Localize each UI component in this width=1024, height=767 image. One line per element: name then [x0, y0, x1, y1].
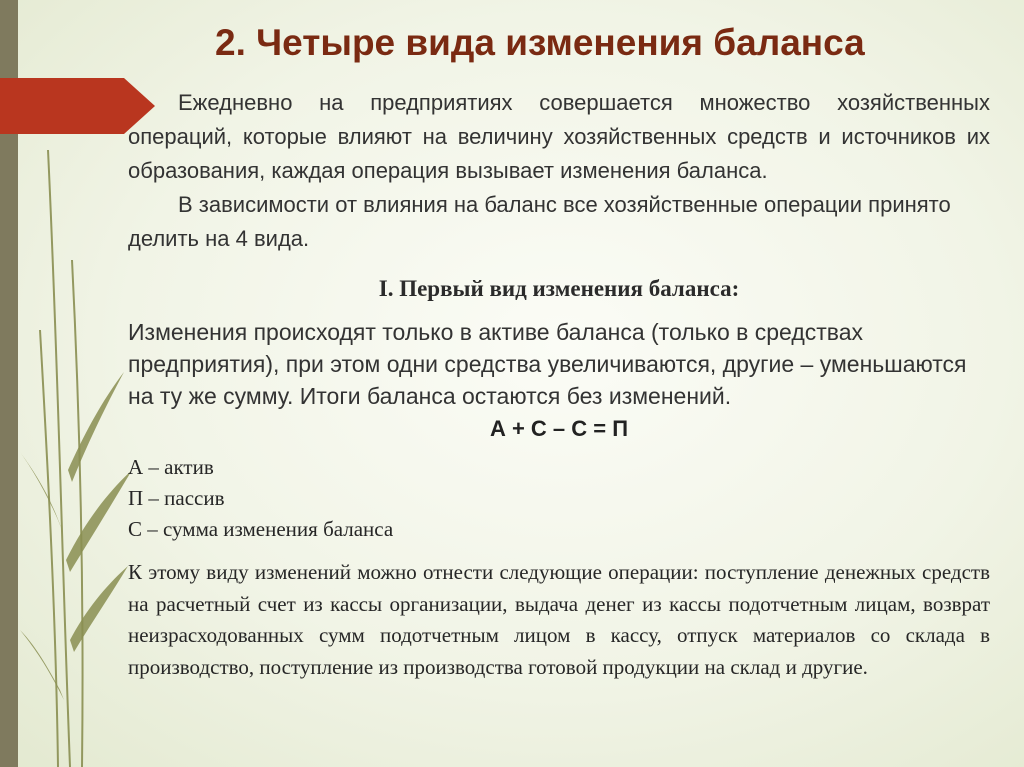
intro-paragraph-2: В зависимости от влияния на баланс все хозяйственные операции принято делить на 4 вида. — [128, 192, 951, 251]
slide-title: 2. Четыре вида изменения баланса — [215, 22, 865, 63]
formula-legend — [128, 452, 990, 545]
legend-item-liabilities: П – пассив — [128, 486, 225, 510]
intro-paragraph-1: Ежедневно на предприятиях совершается множество хозяйственных операций, которые влияют на величину хозяйственных средств и источников их образования, каждая операция вызывает изменения баланса. — [128, 90, 990, 183]
section-heading: I. Первый вид изменения баланса: — [378, 276, 740, 301]
legend-item-change-amount: С – сумма изменения баланса — [128, 517, 394, 541]
legend-item-assets: А – актив — [128, 455, 214, 479]
description-paragraph: Изменения происходят только в активе баланса (только в средствах предприятия), при этом одни средства увеличиваются, другие – уменьшаются на ту же сумму. Итоги баланса остаются без изменений. — [128, 319, 967, 409]
examples-paragraph: К этому виду изменений можно отнести следующие операции: поступление денежных средств на расчетный счет из кассы организации, выдача денег из кассы подотчетным лицам, возврат неизрасходованных сумм подотчетным лицом в кассу, отпуск материалов со склада в производство, поступление из производства готовой продукции на склад и другие. — [128, 560, 990, 679]
balance-formula: А + С – С = П — [489, 416, 629, 441]
slide-content — [128, 86, 990, 683]
